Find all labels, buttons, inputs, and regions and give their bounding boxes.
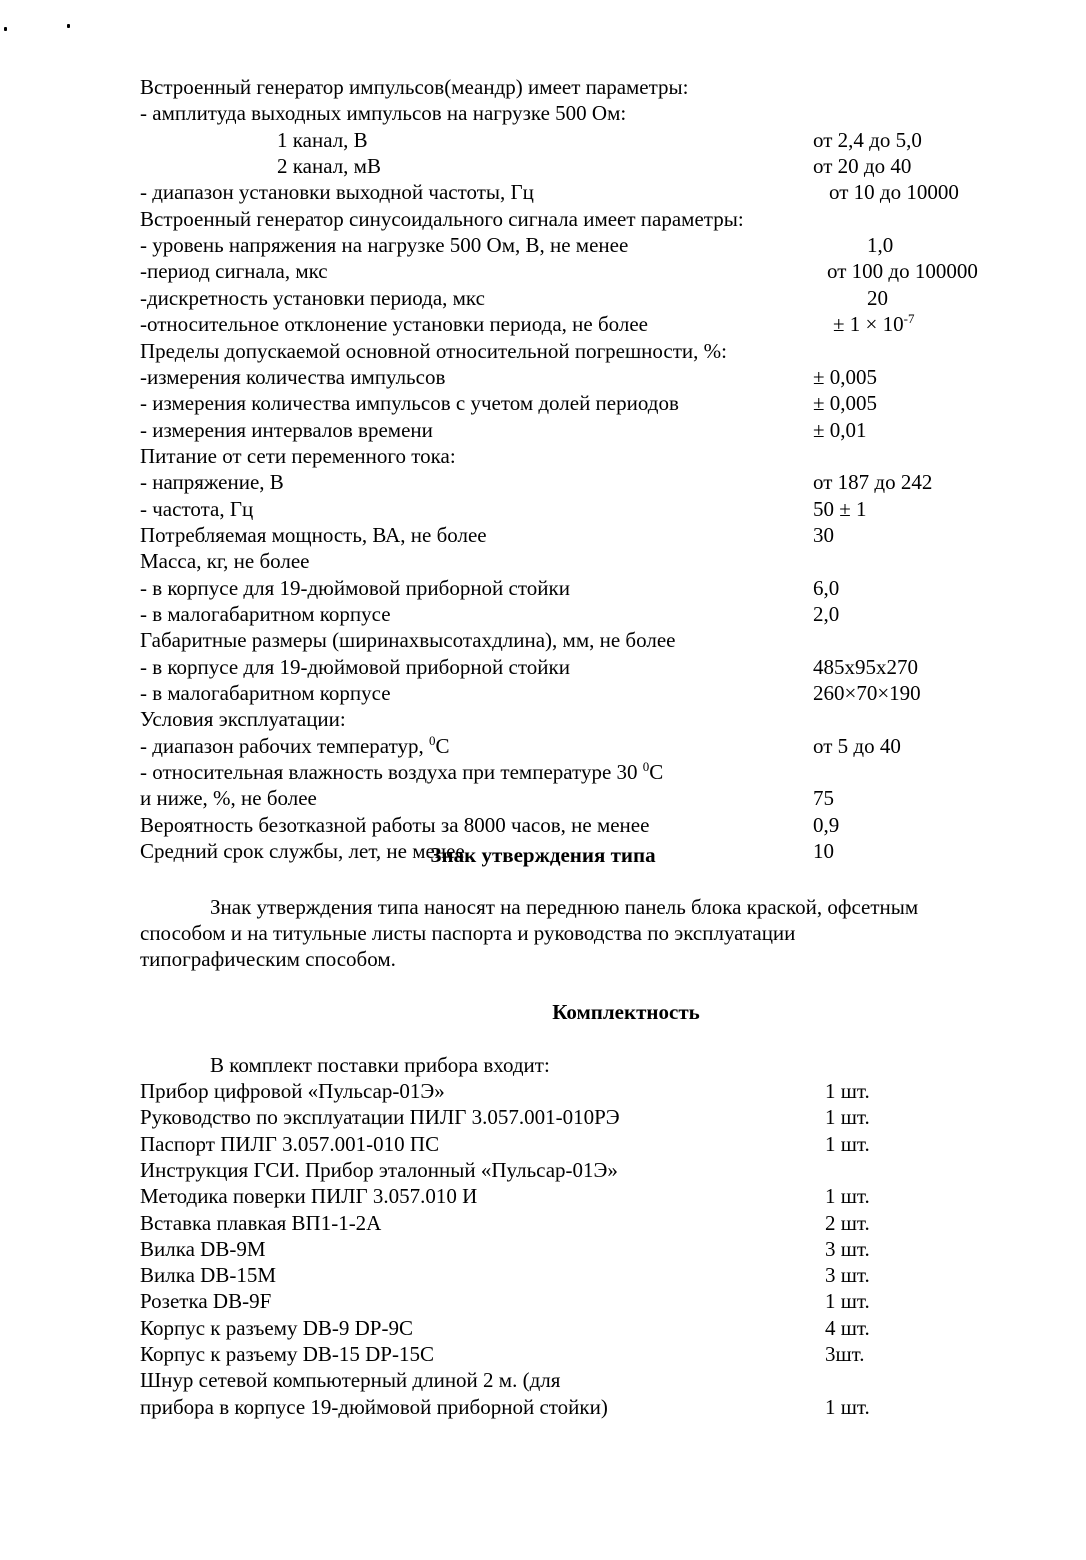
document-page: Встроенный генератор импульсов(меандр) имеет параметры: - амплитуда выходных импульсов на нагрузке 500 Ом: 1 канал, В от 2,4 до 5,0 2 канал, мВ от 20 до 40 - диапазон установки выходной частоты, Гц от 10 до 10000 Встроенный генератор синусоидального сигнала имеет параметры: - уровень напряжения на нагрузке 500 Ом, В, не менее 1,0 -период сигнала, мкс от 100 до 100000 -дискретность установки периода, мкс 20 -относительное отклонение установки периода, не более ± $1 \times 10^{-7}$ Пределы допускаемой основной относительной погрешности, %: -измерения количества импульсов ± 0,005 - измерения количества импульсов с учетом долей периодов ± 0,005 - измерения интервалов времени ± 0,01 Питание от сети переменного тока: - напряжение, В от 187 до 242 - частота, Гц 50 ± 1 Потребляемая мощность, ВА, не более 30 Масса, кг, не более - в корпусе для 19-дюймовой приборной стойки 6,0 - в малогабаритном корпусе 2,0 Габаритные размеры (ширинахвысотахдлина), мм, не более - в корпусе для 19-дюймовой приборной стойки 485x95x270 - в малогабаритном корпусе 260×70×190 Условия эксплуатации: - диапазон рабочих температур, $^0$С от 5 до 40 - относительная влажность воздуха при температуре 30 $^0$С и ниже, %, не более 75 Вероятность безотказной работы за 8000 часов, не менее 0,9 Средний срок службы, лет, не менее 10 Знак утверждения типа Знак утверждения типа наносят на переднюю панель блока краской, офсетным способом и на титульные листы паспорта и руководства по эксплуатации типографическим способом. Комплектность В комплект поставки прибора входит: Прибор цифровой «Пульсар-01Э» 1 шт. Руководство по эксплуатации ПИЛГ 3.057.001-010РЭ 1 шт. Паспорт ПИЛГ 3.057.001-010 ПС 1 шт. Инструкция ГСИ. Прибор эталонный «Пульсар-01Э» Методика поверки ПИЛГ 3.057.010 И 1 шт. Вставка плавкая ВП1-1-2А 2 шт. Вилка DB-9M 3 шт. Вилка DB-15M 3 шт. Розетка DB-9F 1 шт. Корпус к разъему DB-9 DP-9C 4 шт. Корпус к разъему DB-15 DP-15C 3шт. Шнур сетевой компьютерный длиной 2 м. (для прибора в корпусе 19-дюймовой приборной стойки) 1 шт. bbox=[0, 0, 1086, 1560]
item-quantity: 3 шт. bbox=[825, 1263, 870, 1288]
spec-label: Средний срок службы, лет, не менее bbox=[140, 839, 465, 864]
spec-value: от 10 до 10000 bbox=[829, 180, 959, 205]
spec-value: 20 bbox=[867, 285, 888, 310]
spec-label: -дискретность установки периода, мкс bbox=[140, 285, 485, 310]
item-quantity: 3шт. bbox=[825, 1342, 865, 1366]
spec-label: - диапазон рабочих температур, $^0$С bbox=[140, 732, 450, 758]
spec-value: от 187 до 242 bbox=[813, 470, 933, 495]
spec-value: от 20 до 40 bbox=[813, 154, 912, 179]
spec-label: Встроенный генератор синусоидального сигнала имеет параметры: bbox=[140, 206, 744, 231]
spec-label: - частота, Гц bbox=[140, 496, 254, 521]
item-label: Инструкция ГСИ. Прибор эталонный «Пульсар-01Э» bbox=[140, 1157, 618, 1182]
spec-label: и ниже, %, не более bbox=[140, 786, 317, 811]
item-label: Вилка DB-9M bbox=[140, 1236, 266, 1261]
spec-label: -измерения количества импульсов bbox=[140, 364, 446, 389]
item-quantity: 1 шт. bbox=[825, 1289, 870, 1314]
scan-mark bbox=[67, 24, 70, 28]
approval-line-3: типографическим способом. bbox=[140, 947, 396, 971]
section-heading-approval: Знак утверждения типа bbox=[430, 843, 656, 867]
item-label: Вставка плавкая ВП1-1-2А bbox=[140, 1210, 382, 1235]
spec-label: Вероятность безотказной работы за 8000 часов, не менее bbox=[140, 812, 650, 837]
spec-value: 50 ± 1 bbox=[813, 496, 867, 521]
item-label: прибора в корпусе 19-дюймовой приборной стойки) bbox=[140, 1394, 608, 1419]
item-label: Корпус к разъему DB-9 DP-9C bbox=[140, 1315, 413, 1340]
spec-value: от 5 до 40 bbox=[813, 733, 901, 758]
item-label: Прибор цифровой «Пульсар-01Э» bbox=[140, 1079, 445, 1103]
approval-line-1: Знак утверждения типа наносят на переднюю панель блока краской, офсетным bbox=[210, 895, 919, 919]
item-label: Розетка DB-9F bbox=[140, 1289, 272, 1314]
spec-label: - диапазон установки выходной частоты, Гц bbox=[140, 180, 534, 205]
spec-value: ± 0,005 bbox=[813, 364, 878, 389]
item-quantity: 2 шт. bbox=[825, 1210, 870, 1235]
spec-value: от 100 до 100000 bbox=[827, 259, 978, 284]
spec-value: 6,0 bbox=[813, 575, 840, 600]
spec-label: - напряжение, В bbox=[140, 470, 284, 495]
item-quantity: 4 шт. bbox=[825, 1315, 870, 1340]
spec-label: -относительное отклонение установки периода, не более bbox=[140, 312, 648, 337]
approval-paragraph bbox=[140, 894, 1060, 972]
spec-label: -период сигнала, мкс bbox=[140, 259, 328, 284]
item-label: Паспорт ПИЛГ 3.057.001-010 ПС bbox=[140, 1131, 440, 1156]
spec-label: Масса, кг, не более bbox=[140, 549, 310, 574]
item-label: Руководство по эксплуатации ПИЛГ 3.057.001-010РЭ bbox=[140, 1105, 620, 1130]
spec-value: 75 bbox=[813, 786, 834, 811]
spec-label: - в корпусе для 19-дюймовой приборной стойки bbox=[140, 575, 570, 600]
spec-value: от 2,4 до 5,0 bbox=[813, 127, 922, 152]
spec-label: 2 канал, мВ bbox=[277, 154, 381, 179]
spec-label: Встроенный генератор импульсов(меандр) имеет параметры: bbox=[140, 75, 689, 99]
spec-label: - относительная влажность воздуха при температуре 30 $^0$С bbox=[140, 759, 664, 785]
spec-value: 0,9 bbox=[813, 812, 840, 837]
spec-label: - в малогабаритном корпусе bbox=[140, 681, 391, 706]
spec-value: 10 bbox=[813, 839, 834, 864]
scan-mark bbox=[4, 27, 7, 31]
section-heading-completeness: Комплектность bbox=[552, 1000, 700, 1024]
spec-value: 260×70×190 bbox=[813, 681, 921, 706]
spec-label: - в корпусе для 19-дюймовой приборной стойки bbox=[140, 654, 570, 679]
spec-value: 2,0 bbox=[813, 602, 840, 626]
item-label: Вилка DB-15M bbox=[140, 1263, 277, 1288]
spec-label: Питание от сети переменного тока: bbox=[140, 443, 456, 468]
item-quantity: 1 шт. bbox=[825, 1079, 870, 1103]
spec-label: Потребляемая мощность, ВА, не более bbox=[140, 522, 487, 547]
item-quantity: 1 шт. bbox=[825, 1184, 870, 1209]
item-label: Методика поверки ПИЛГ 3.057.010 И bbox=[140, 1184, 478, 1209]
spec-label: 1 канал, В bbox=[277, 127, 368, 152]
item-quantity: 3 шт. bbox=[825, 1236, 870, 1261]
spec-value: ± 0,01 bbox=[813, 417, 867, 442]
spec-label: - амплитуда выходных импульсов на нагрузке 500 Ом: bbox=[140, 101, 627, 126]
spec-label: Условия эксплуатации: bbox=[140, 707, 346, 732]
item-quantity: 1 шт. bbox=[825, 1105, 870, 1130]
spec-label: - измерения количества импульсов с учетом долей периодов bbox=[140, 391, 679, 416]
spec-label: Пределы допускаемой основной относительной погрешности, %: bbox=[140, 338, 727, 363]
spec-value: 1,0 bbox=[867, 233, 894, 258]
spec-label: - в малогабаритном корпусе bbox=[140, 602, 391, 626]
spec-value: ± 0,005 bbox=[813, 391, 878, 416]
spec-label: - уровень напряжения на нагрузке 500 Ом, В, не менее bbox=[140, 233, 629, 258]
item-quantity: 1 шт. bbox=[825, 1394, 870, 1419]
spec-value: 485x95x270 bbox=[813, 654, 918, 679]
item-quantity: 1 шт. bbox=[825, 1131, 870, 1156]
spec-label: Габаритные размеры (ширинахвысотахдлина), мм, не более bbox=[140, 628, 676, 653]
spec-label: - измерения интервалов времени bbox=[140, 417, 433, 442]
item-label: Шнур сетевой компьютерный длиной 2 м. (для bbox=[140, 1368, 561, 1393]
item-label: Корпус к разъему DB-15 DP-15C bbox=[140, 1342, 434, 1366]
approval-line-2: способом и на титульные листы паспорта и руководства по эксплуатации bbox=[140, 921, 796, 945]
spec-value: ± $1 \times 10^{-7}$ bbox=[833, 311, 915, 337]
spec-value: 30 bbox=[813, 522, 834, 547]
